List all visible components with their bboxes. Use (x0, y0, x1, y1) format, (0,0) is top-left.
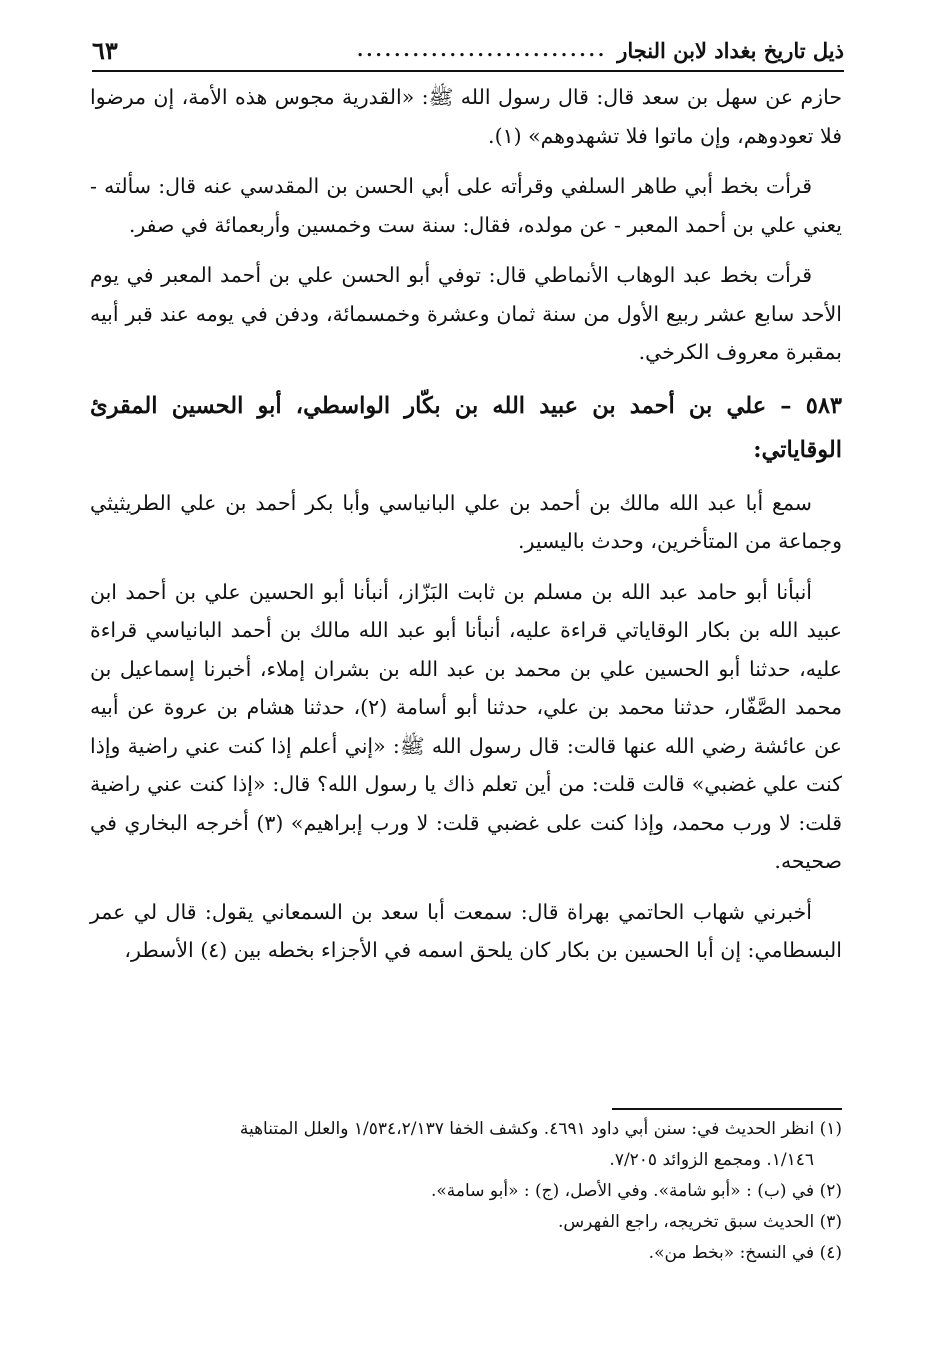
footnote-2: (٢) في (ب) : «أبو شامة». وفي الأصل، (ج) : «أبو سامة». (430, 1181, 842, 1201)
paragraph-report: أخبرني شهاب الحاتمي بهراة قال: سمعت أبا سعد بن السمعاني يقول: قال لي عمر البسطامي: إن أبا الحسين بن بكار كان يلحق اسمه في الأجزاء بخطه بين (٤) الأسطر، (90, 899, 842, 962)
paragraph-death-date: قرأت بخط عبد الوهاب الأنماطي قال: توفي أبو الحسن علي بن أحمد المعبر في يوم الأحد سابع عشر ربيع الأول من سنة ثمان وعشرة وخمسمائة، ودفن في يومه عند قبر أبيه بمقبرة معروف الكرخي. (90, 263, 842, 364)
footnote-divider (612, 1108, 842, 1110)
header-leader-dots: ........................... (357, 39, 608, 61)
paragraph-isnad-hadith: أنبأنا أبو حامد عبد الله بن مسلم بن ثابت البَزّاز، أنبأنا أبو الحسين علي بن أحمد ابن عبيد الله بن بكار الوقاياتي قراءة عليه، أنبأنا أبو عبد الله مالك بن أحمد البانياسي قراءة عليه، حدثنا أبو الحسين علي بن محمد بن عبد الله بن بشران إملاء، أخبرنا إسماعيل بن محمد الصَّفّار، حدثنا محمد بن علي، حدثنا أبو أسامة (٢)، حدثنا هشام بن عروة عن أبيه عن عائشة رضي الله عنها قالت: قال رسول الله ﷺ: «إني أعلم إذا كنت عني راضية وإذا كنت علي غضبي» قالت قلت: من أين تعلم ذاك يا رسول الله؟ قال: «إذا كنت عني راضية قلت: لا ورب محمد، وإذا كنت على غضبي قلت: لا ورب إبراهيم» (٣) أخرجه البخاري في صحيحه. (90, 579, 842, 873)
entry-heading: ٥٨٣ – علي بن أحمد بن عبيد الله بن بكّار الواسطي، أبو الحسين المقرئ الوقاياتي: (90, 392, 842, 463)
footnotes (90, 1114, 842, 1269)
footnote-4: (٤) في النسخ: «بخط من». (648, 1243, 842, 1263)
book-title: ذيل تاريخ بغداد لابن النجار (617, 37, 844, 63)
page-number: ٦٣ (92, 35, 118, 65)
paragraph-teachers: سمع أبا عبد الله مالك بن أحمد بن علي البانياسي وأبا بكر أحمد بن علي الطريثيثي وجماعة من المتأخرين، وحدث باليسير. (90, 490, 842, 553)
paragraph-hadith-qadariyya: حازم عن سهل بن سعد قال: قال رسول الله ﷺ: «القدرية مجوس هذه الأمة، إن مرضوا فلا تعودوهم، وإن ماتوا فلا تشهدوهم» (١). (90, 85, 842, 148)
footnote-1: (١) انظر الحديث في: سنن أبي داود ٤٦٩١. وكشف الخفا ١/٥٣٤،٢/١٣٧ والعلل المتناهية (239, 1119, 842, 1139)
main-text (90, 78, 842, 982)
footnote-3: (٣) الحديث سبق تخريجه، راجع الفهرس. (558, 1212, 842, 1232)
paragraph-birth-date: قرأت بخط أبي طاهر السلفي وقرأته على أبي الحسن بن المقدسي عنه قال: سألته - يعني علي بن أحمد المعبر - عن مولده، فقال: سنة ست وخمسين وأربعمائة في صفر. (90, 174, 842, 237)
footnote-1-continued: ١/١٤٦. ومجمع الزوائد ٧/٢٠٥. (609, 1150, 814, 1170)
running-header (92, 30, 844, 72)
